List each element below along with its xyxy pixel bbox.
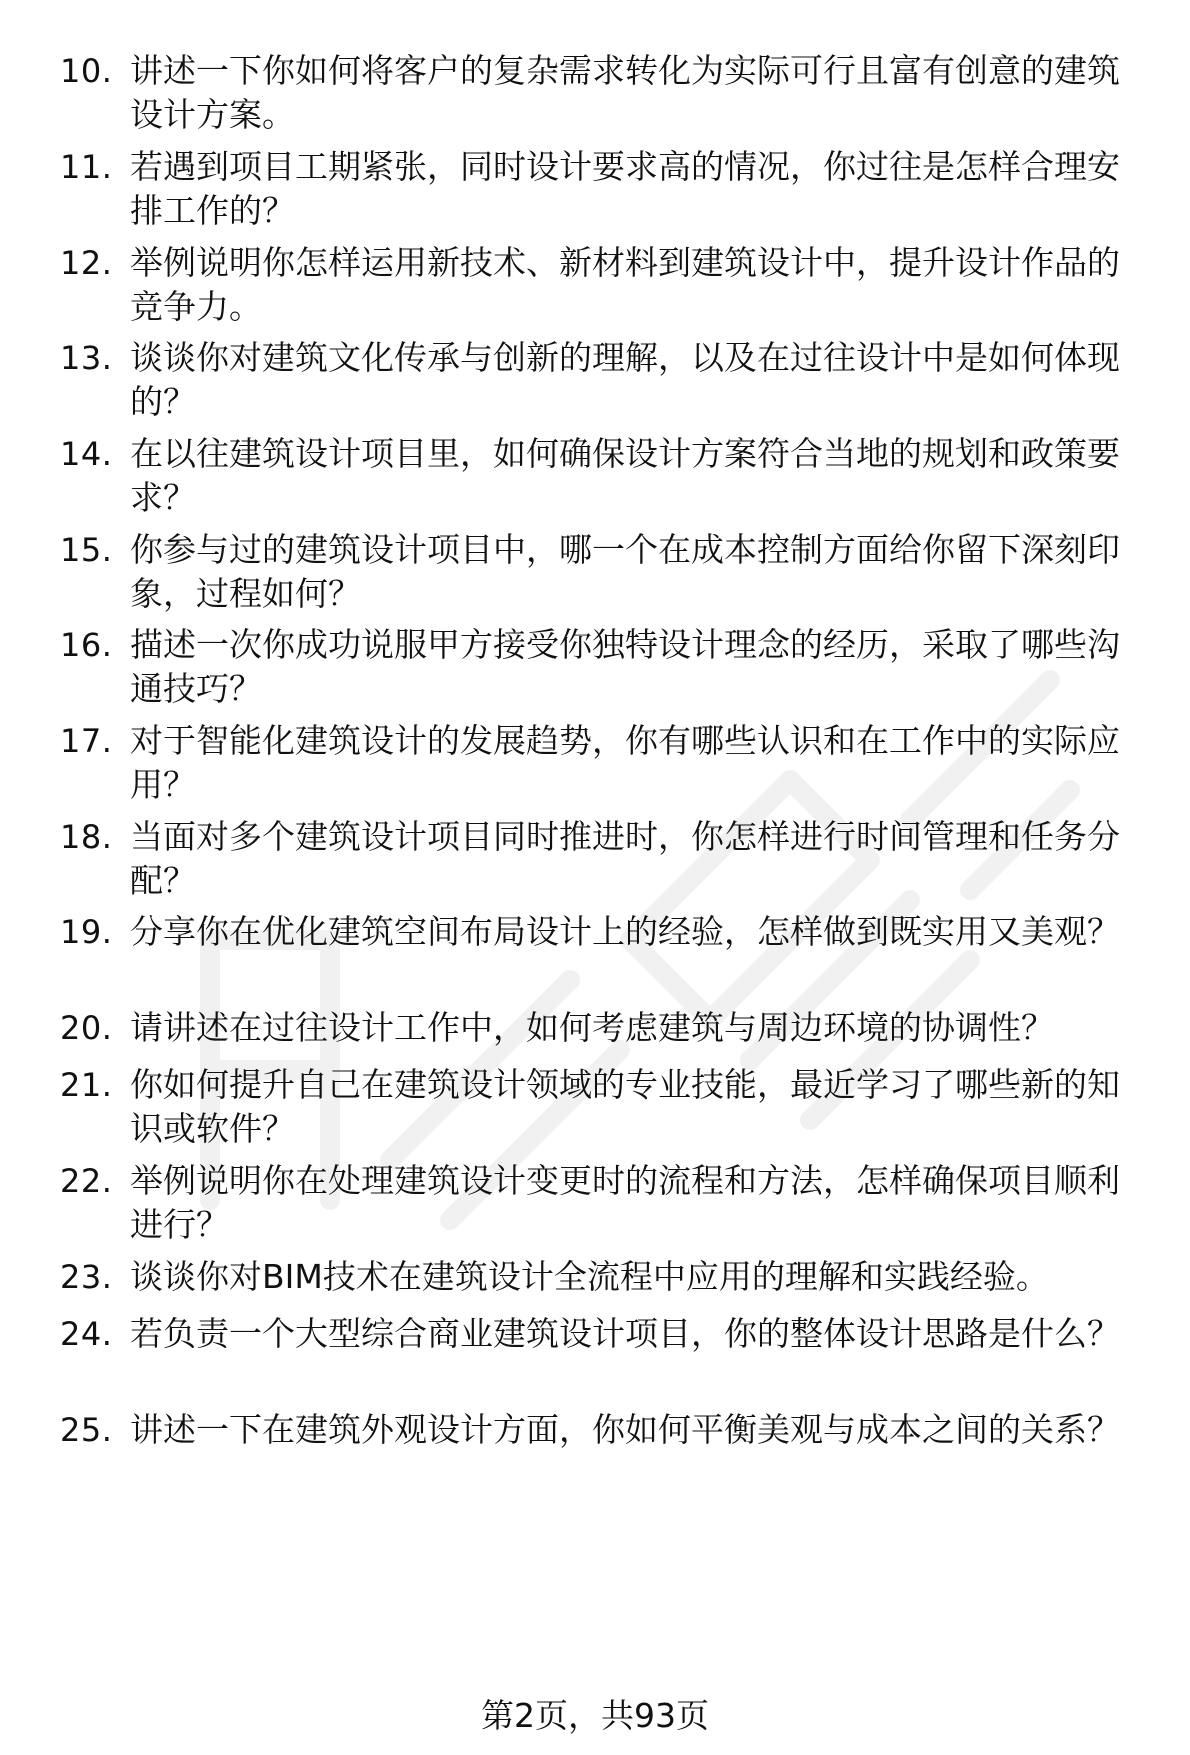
question-item bbox=[60, 623, 1150, 723]
question-item bbox=[60, 1063, 1150, 1163]
question-item bbox=[60, 49, 1150, 149]
question-item bbox=[60, 145, 1150, 245]
question-item bbox=[60, 336, 1150, 436]
question-number: 16. bbox=[60, 626, 113, 664]
question-item bbox=[60, 528, 1150, 628]
question-item bbox=[60, 719, 1150, 819]
question-item bbox=[60, 432, 1150, 532]
question-text: 在以往建筑设计项目里，如何确保设计方案符合当地的规划和政策要求？ bbox=[130, 434, 1120, 517]
question-item bbox=[60, 1408, 1150, 1508]
question-text: 对于智能化建筑设计的发展趋势，你有哪些认识和在工作中的实际应用？ bbox=[130, 721, 1120, 804]
question-number: 21. bbox=[60, 1066, 113, 1104]
question-item bbox=[60, 1006, 1150, 1056]
question-text: 你参与过的建筑设计项目中，哪一个在成本控制方面给你留下深刻印象，过程如何？ bbox=[130, 530, 1120, 613]
question-text: 举例说明你怎样运用新技术、新材料到建筑设计中，提升设计作品的竞争力。 bbox=[130, 243, 1120, 326]
question-number: 13. bbox=[60, 339, 113, 377]
question-text: 谈谈你对建筑文化传承与创新的理解，以及在过往设计中是如何体现的？ bbox=[130, 338, 1120, 421]
question-item bbox=[60, 815, 1150, 915]
question-text: 描述一次你成功说服甲方接受你独特设计理念的经历，采取了哪些沟通技巧？ bbox=[130, 625, 1120, 708]
question-number: 22. bbox=[60, 1162, 113, 1200]
question-text: 你如何提升自己在建筑设计领域的专业技能，最近学习了哪些新的知识或软件？ bbox=[130, 1065, 1120, 1148]
question-text: 若负责一个大型综合商业建筑设计项目，你的整体设计思路是什么？ bbox=[130, 1314, 1120, 1353]
question-number: 25. bbox=[60, 1411, 113, 1449]
question-text: 当面对多个建筑设计项目同时推进时，你怎样进行时间管理和任务分配？ bbox=[130, 817, 1120, 900]
question-text: 谈谈你对BIM技术在建筑设计全流程中应用的理解和实践经验。 bbox=[130, 1257, 1049, 1296]
question-text: 讲述一下在建筑外观设计方面，你如何平衡美观与成本之间的关系？ bbox=[130, 1410, 1120, 1449]
question-item bbox=[60, 1255, 1150, 1305]
question-number: 14. bbox=[60, 435, 113, 473]
question-number: 10. bbox=[60, 52, 113, 90]
question-item bbox=[60, 1312, 1150, 1412]
question-item bbox=[60, 1159, 1150, 1259]
question-number: 12. bbox=[60, 244, 113, 282]
question-number: 23. bbox=[60, 1258, 113, 1296]
question-item bbox=[60, 910, 1150, 1010]
question-text: 若遇到项目工期紧张，同时设计要求高的情况，你过往是怎样合理安排工作的？ bbox=[130, 147, 1120, 230]
question-text: 分享你在优化建筑空间布局设计上的经验，怎样做到既实用又美观？ bbox=[130, 912, 1120, 951]
question-number: 11. bbox=[60, 148, 113, 186]
question-text: 请讲述在过往设计工作中，如何考虑建筑与周边环境的协调性？ bbox=[130, 1008, 1054, 1047]
question-item bbox=[60, 241, 1150, 341]
question-text: 举例说明你在处理建筑设计变更时的流程和方法，怎样确保项目顺利进行？ bbox=[130, 1161, 1120, 1244]
question-number: 19. bbox=[60, 913, 113, 951]
question-number: 24. bbox=[60, 1315, 113, 1353]
question-text: 讲述一下你如何将客户的复杂需求转化为实际可行且富有创意的建筑设计方案。 bbox=[130, 51, 1120, 134]
question-number: 20. bbox=[60, 1009, 113, 1047]
question-number: 15. bbox=[60, 531, 113, 569]
page-number-footer: 第2页，共93页 bbox=[481, 1696, 709, 1735]
question-number: 18. bbox=[60, 818, 113, 856]
question-number: 17. bbox=[60, 722, 113, 760]
